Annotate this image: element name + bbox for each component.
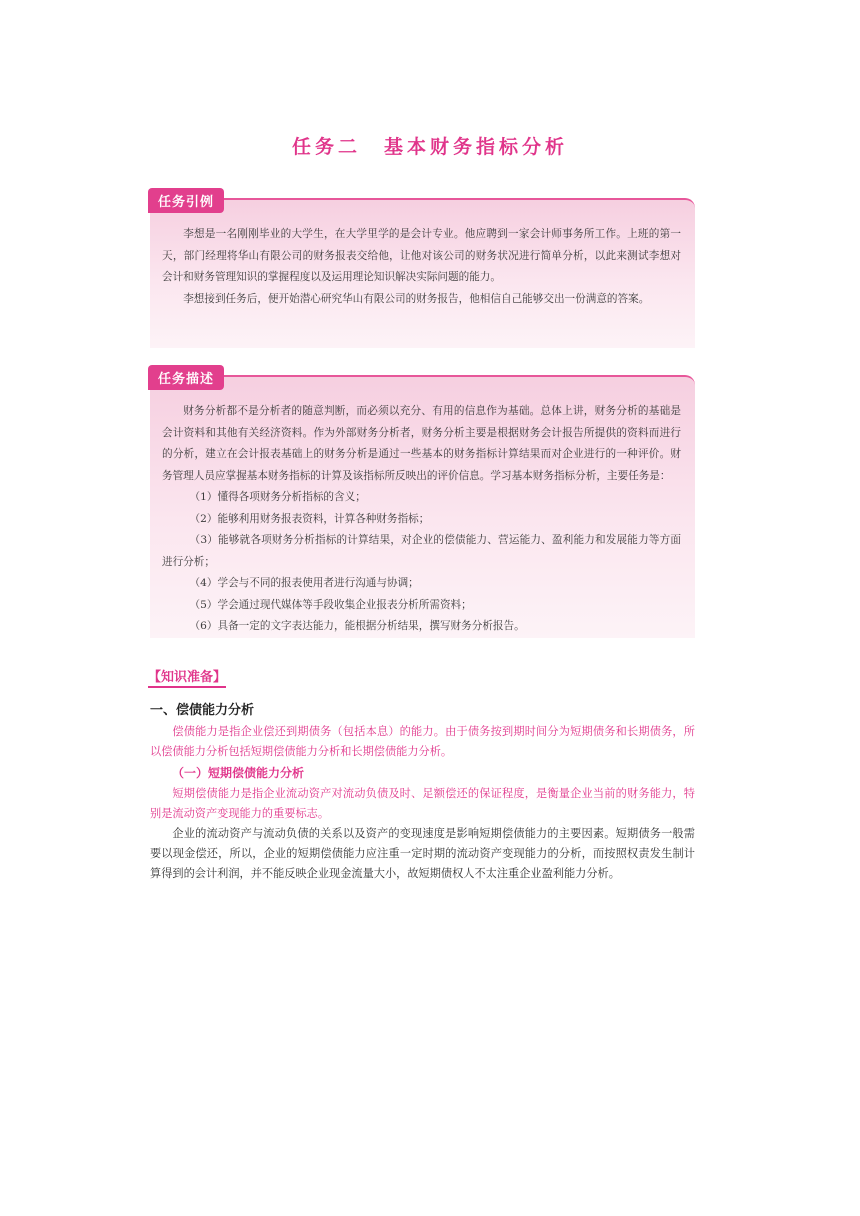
knowledge-prep-label: 【知识准备】 bbox=[148, 666, 226, 688]
subsection-heading: （一）短期偿债能力分析 bbox=[172, 766, 305, 780]
task-item: （2）能够利用财务报表资料，计算各种财务指标； bbox=[189, 512, 430, 525]
knowledge-content bbox=[150, 700, 695, 884]
task-example-paragraph: 李想接到任务后，便开始潜心研究华山有限公司的财务报告，他相信自己能够交出一份满意的答案。 bbox=[183, 292, 650, 305]
task-description-tab: 任务描述 bbox=[148, 365, 224, 390]
task-description-box bbox=[150, 372, 695, 638]
task-item: （4）学会与不同的报表使用者进行沟通与协调； bbox=[189, 577, 419, 589]
task-item: （1）懂得各项财务分析指标的含义； bbox=[189, 491, 366, 503]
task-item: （3）能够就各项财务分析指标的计算结果，对企业的偿债能力、营运能力、盈利能力和发展能力等方面进行分析； bbox=[162, 534, 681, 568]
short-term-definition: 短期偿债能力是指企业流动资产对流动负债及时、足额偿还的保证程度，是衡量企业当前的财务能力，特别是流动资产变现能力的重要标志。 bbox=[150, 787, 695, 820]
task-item: （5）学会通过现代媒体等手段收集企业报表分析所需资料； bbox=[189, 598, 472, 611]
task-example-tab: 任务引例 bbox=[148, 188, 224, 213]
task-item: （6）具备一定的文字表达能力，能根据分析结果，撰写财务分析报告。 bbox=[189, 620, 525, 632]
solvency-definition: 偿债能力是指企业偿还到期债务（包括本息）的能力。由于债务按到期时间分为短期债务和长期债务，所以偿债能力分析包括短期偿债能力分析和长期偿债能力分析。 bbox=[150, 725, 695, 758]
short-term-explanation: 企业的流动资产与流动负债的关系以及资产的变现速度是影响短期偿债能力的主要因素。短期债务一般需要以现金偿还，所以，企业的短期偿债能力应注重一定时期的流动资产变现能力的分析，而按照权责发生制计算得到的会计利润，并不能反映企业现金流量大小，故短期债权人不太注重企业盈利能力分析。 bbox=[150, 827, 695, 880]
section-heading: 一、偿债能力分析 bbox=[150, 703, 255, 718]
page-title: 任务二 基本财务指标分析 bbox=[291, 136, 568, 158]
task-example-paragraph: 李想是一名刚刚毕业的大学生，在大学里学的是会计专业。他应聘到一家会计师事务所工作。上班的第一天，部门经理将华山有限公司的财务报表交给他，让他对该公司的财务状况进行简单分析，以此来测试李想对会计和财务管理知识的掌握程度以及运用理论知识解决实际问题的能力。 bbox=[162, 228, 681, 283]
task-description-intro: 财务分析都不是分析者的随意判断，而必须以充分、有用的信息作为基础。总体上讲，财务分析的基础是会计资料和其他有关经济资料。作为外部财务分析者，财务分析主要是根据财务会计报告所提供的资料而进行的分析，建立在会计报表基础上的财务分析是通过一些基本的财务指标计算结果而对企业进行的一种评价。财务管理人员应掌握基本财务指标的计算及该指标所反映出的评价信息。学习基本财务指标分析，主要任务是： bbox=[162, 405, 681, 482]
task-description-text bbox=[150, 377, 695, 646]
task-example-box bbox=[150, 195, 695, 348]
task-example-text bbox=[150, 200, 695, 318]
